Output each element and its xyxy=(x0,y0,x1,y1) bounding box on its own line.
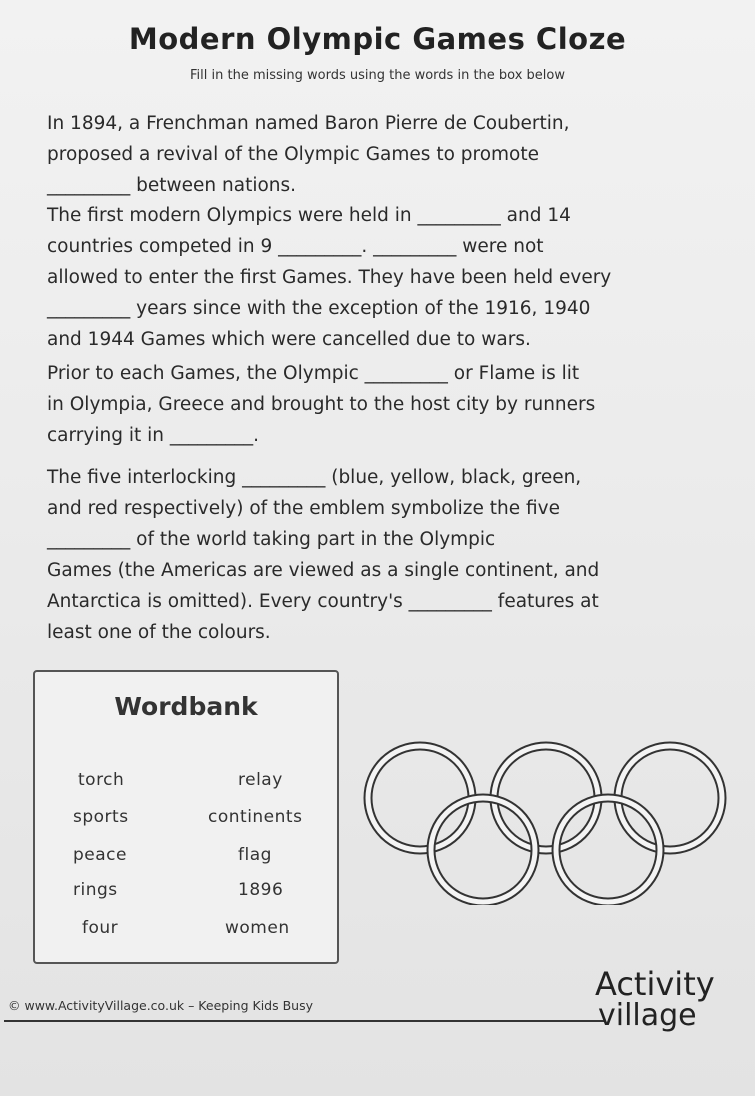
paragraph-line: _________ of the world taking part in the Olympic xyxy=(47,529,496,550)
paragraph-line: _________ years since with the exception of the 1916, 1940 xyxy=(47,298,591,319)
ring-group xyxy=(368,746,722,902)
paragraph-1 xyxy=(47,108,697,201)
ring-top-right-inner xyxy=(618,746,722,850)
paragraph-line: The five interlocking _________ (blue, yellow, black, green, xyxy=(47,467,582,488)
ring-top-middle-inner xyxy=(494,746,598,850)
paragraph-3 xyxy=(47,358,697,451)
paragraph-line: and red respectively) of the emblem symbolize the five xyxy=(47,498,560,519)
paragraph-line: Games (the Americas are viewed as a single continent, and xyxy=(47,560,600,581)
wordbank-word: women xyxy=(225,918,290,938)
paragraph-line: carrying it in _________. xyxy=(47,425,259,446)
paragraph-line: The first modern Olympics were held in _________ and 14 xyxy=(47,205,571,226)
paragraph-4 xyxy=(47,462,697,648)
wordbank-word: four xyxy=(82,918,119,938)
paragraph-line: proposed a revival of the Olympic Games to promote xyxy=(47,144,540,165)
activity-village-logo-line2: village xyxy=(598,998,697,1033)
wordbank-word: relay xyxy=(238,770,283,790)
paragraph-line: allowed to enter the first Games. They have been held every xyxy=(47,267,612,288)
paragraph-line: countries competed in 9 _________. _________ were not xyxy=(47,236,544,257)
wordbank-word: 1896 xyxy=(238,880,284,900)
wordbank-title: Wordbank xyxy=(114,692,258,721)
paragraph-line: _________ between nations. xyxy=(47,175,297,196)
ring-top-left-inner xyxy=(368,746,472,850)
wordbank-word: rings xyxy=(73,880,118,900)
wordbank-word: continents xyxy=(208,807,303,827)
worksheet-instructions: Fill in the missing words using the words in the box below xyxy=(190,68,565,83)
paragraph-line: Prior to each Games, the Olympic _________ or Flame is lit xyxy=(47,363,580,384)
ring-bottom-left-inner xyxy=(431,798,535,902)
wordbank-word: sports xyxy=(73,807,129,827)
wordbank-word: peace xyxy=(73,845,127,865)
paragraph-line: in Olympia, Greece and brought to the host city by runners xyxy=(47,394,596,415)
paragraph-line: Antarctica is omitted). Every country's _________ features at xyxy=(47,591,599,612)
footer-copyright: © www.ActivityVillage.co.uk – Keeping Kids Busy xyxy=(8,998,313,1013)
activity-village-logo-line1: Activity xyxy=(595,965,715,1003)
wordbank-word: torch xyxy=(78,770,125,790)
ring-bottom-right-inner xyxy=(556,798,660,902)
paragraph-line: In 1894, a Frenchman named Baron Pierre de Coubertin, xyxy=(47,113,570,134)
worksheet-title: Modern Olympic Games Cloze xyxy=(128,22,627,56)
paragraph-line: least one of the colours. xyxy=(47,622,271,643)
footer-divider xyxy=(4,1020,604,1022)
paragraph-line: and 1944 Games which were cancelled due to wars. xyxy=(47,329,531,350)
paragraph-2 xyxy=(47,200,697,355)
olympic-rings-icon xyxy=(358,740,730,905)
wordbank-box xyxy=(33,670,339,964)
wordbank-word: flag xyxy=(238,845,272,865)
